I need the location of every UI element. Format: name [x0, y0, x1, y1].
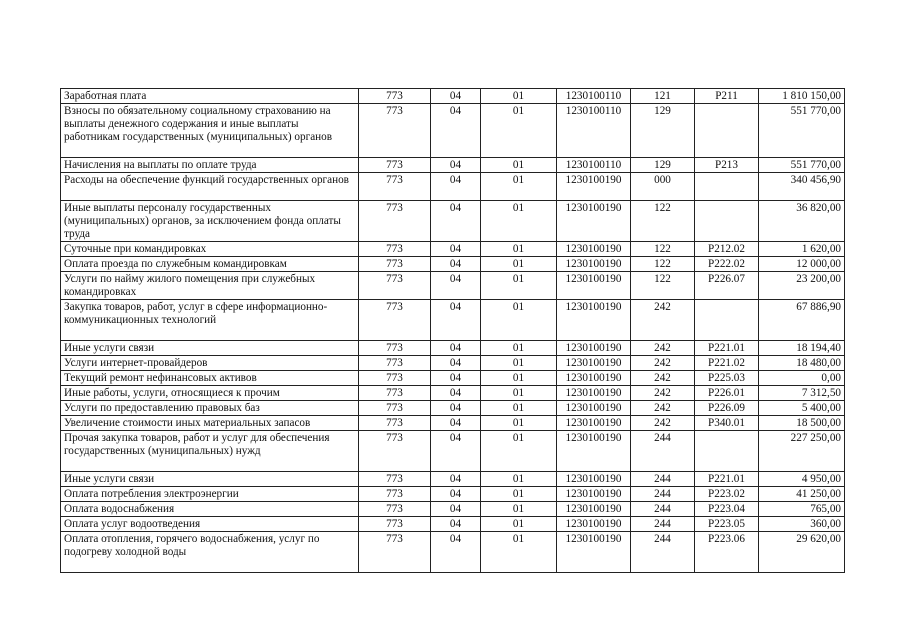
section-code-cell: 04	[431, 416, 481, 431]
kosgu-code-cell: Р223.06	[695, 532, 759, 573]
section-code-cell: 04	[431, 517, 481, 532]
amount-cell: 18 480,00	[759, 356, 845, 371]
subsection-code-cell: 01	[481, 371, 557, 386]
table-row	[61, 502, 845, 517]
dept-code-cell: 773	[359, 356, 431, 371]
subsection-code-cell: 01	[481, 341, 557, 356]
table-row	[61, 517, 845, 532]
subsection-code-cell: 01	[481, 416, 557, 431]
subsection-code-cell: 01	[481, 517, 557, 532]
amount-cell: 23 200,00	[759, 272, 845, 300]
dept-code-cell: 773	[359, 242, 431, 257]
budget-sheet	[60, 88, 844, 582]
target-article-code-cell: 1230100190	[557, 517, 631, 532]
amount-cell: 12 000,00	[759, 257, 845, 272]
subsection-code-cell: 01	[481, 401, 557, 416]
expense-type-code-cell: 244	[631, 502, 695, 517]
expense-type-code-cell: 244	[631, 487, 695, 502]
dept-code-cell: 773	[359, 272, 431, 300]
subsection-code-cell: 01	[481, 201, 557, 242]
expense-type-code-cell: 242	[631, 300, 695, 341]
section-code-cell: 04	[431, 487, 481, 502]
expense-name-cell: Оплата потребления электроэнергии	[61, 487, 359, 502]
expense-name-cell: Услуги интернет-провайдеров	[61, 356, 359, 371]
kosgu-code-cell: Р223.02	[695, 487, 759, 502]
section-code-cell: 04	[431, 472, 481, 487]
expense-name-cell: Иные работы, услуги, относящиеся к прочим	[61, 386, 359, 401]
target-article-code-cell: 1230100190	[557, 371, 631, 386]
section-code-cell: 04	[431, 201, 481, 242]
table-row	[61, 356, 845, 371]
target-article-code-cell: 1230100190	[557, 431, 631, 472]
dept-code-cell: 773	[359, 532, 431, 573]
amount-cell: 67 886,90	[759, 300, 845, 341]
section-code-cell: 04	[431, 272, 481, 300]
table-row	[61, 532, 845, 573]
kosgu-code-cell: Р221.01	[695, 472, 759, 487]
kosgu-code-cell	[695, 201, 759, 242]
target-article-code-cell: 1230100190	[557, 386, 631, 401]
budget-table-body	[61, 89, 845, 573]
expense-name-cell: Оплата услуг водоотведения	[61, 517, 359, 532]
expense-type-code-cell: 129	[631, 158, 695, 173]
amount-cell: 227 250,00	[759, 431, 845, 472]
subsection-code-cell: 01	[481, 257, 557, 272]
dept-code-cell: 773	[359, 257, 431, 272]
amount-cell: 340 456,90	[759, 173, 845, 201]
expense-name-cell: Суточные при командировках	[61, 242, 359, 257]
section-code-cell: 04	[431, 173, 481, 201]
expense-name-cell: Иные услуги связи	[61, 472, 359, 487]
table-row	[61, 158, 845, 173]
target-article-code-cell: 1230100190	[557, 502, 631, 517]
kosgu-code-cell	[695, 431, 759, 472]
table-row	[61, 272, 845, 300]
kosgu-code-cell	[695, 173, 759, 201]
kosgu-code-cell: Р223.04	[695, 502, 759, 517]
table-row	[61, 401, 845, 416]
amount-cell: 1 810 150,00	[759, 89, 845, 104]
expense-type-code-cell: 242	[631, 401, 695, 416]
kosgu-code-cell	[695, 300, 759, 341]
kosgu-code-cell: Р221.02	[695, 356, 759, 371]
subsection-code-cell: 01	[481, 300, 557, 341]
amount-cell: 551 770,00	[759, 104, 845, 158]
table-row	[61, 242, 845, 257]
section-code-cell: 04	[431, 257, 481, 272]
table-row	[61, 201, 845, 242]
expense-name-cell: Оплата отопления, горячего водоснабжения, услуг по подогреву холодной воды	[61, 532, 359, 573]
section-code-cell: 04	[431, 431, 481, 472]
target-article-code-cell: 1230100190	[557, 416, 631, 431]
expense-type-code-cell: 242	[631, 356, 695, 371]
subsection-code-cell: 01	[481, 356, 557, 371]
amount-cell: 1 620,00	[759, 242, 845, 257]
dept-code-cell: 773	[359, 386, 431, 401]
amount-cell: 41 250,00	[759, 487, 845, 502]
subsection-code-cell: 01	[481, 158, 557, 173]
expense-name-cell: Начисления на выплаты по оплате труда	[61, 158, 359, 173]
section-code-cell: 04	[431, 356, 481, 371]
expense-type-code-cell: 244	[631, 431, 695, 472]
target-article-code-cell: 1230100190	[557, 272, 631, 300]
dept-code-cell: 773	[359, 517, 431, 532]
expense-name-cell: Расходы на обеспечение функций государственных органов	[61, 173, 359, 201]
expense-name-cell: Оплата водоснабжения	[61, 502, 359, 517]
target-article-code-cell: 1230100110	[557, 104, 631, 158]
table-row	[61, 431, 845, 472]
dept-code-cell: 773	[359, 173, 431, 201]
expense-type-code-cell: 242	[631, 341, 695, 356]
dept-code-cell: 773	[359, 201, 431, 242]
table-row	[61, 416, 845, 431]
expense-type-code-cell: 244	[631, 532, 695, 573]
target-article-code-cell: 1230100190	[557, 532, 631, 573]
dept-code-cell: 773	[359, 472, 431, 487]
expense-name-cell: Увеличение стоимости иных материальных запасов	[61, 416, 359, 431]
expense-type-code-cell: 129	[631, 104, 695, 158]
subsection-code-cell: 01	[481, 487, 557, 502]
subsection-code-cell: 01	[481, 272, 557, 300]
amount-cell: 4 950,00	[759, 472, 845, 487]
expense-name-cell: Прочая закупка товаров, работ и услуг для обеспечения государственных (муниципальных) нужд	[61, 431, 359, 472]
table-row	[61, 300, 845, 341]
kosgu-code-cell: Р226.09	[695, 401, 759, 416]
kosgu-code-cell: Р221.01	[695, 341, 759, 356]
subsection-code-cell: 01	[481, 532, 557, 573]
section-code-cell: 04	[431, 532, 481, 573]
expense-name-cell: Иные выплаты персоналу государственных (муниципальных) органов, за исключением фонда оплаты труда	[61, 201, 359, 242]
table-row	[61, 341, 845, 356]
section-code-cell: 04	[431, 341, 481, 356]
expense-name-cell: Заработная плата	[61, 89, 359, 104]
expense-name-cell: Текущий ремонт нефинансовых активов	[61, 371, 359, 386]
dept-code-cell: 773	[359, 89, 431, 104]
section-code-cell: 04	[431, 104, 481, 158]
table-row	[61, 487, 845, 502]
amount-cell: 18 194,40	[759, 341, 845, 356]
amount-cell: 36 820,00	[759, 201, 845, 242]
subsection-code-cell: 01	[481, 472, 557, 487]
target-article-code-cell: 1230100190	[557, 173, 631, 201]
expense-type-code-cell: 242	[631, 386, 695, 401]
expense-name-cell: Закупка товаров, работ, услуг в сфере информационно-коммуникационных технологий	[61, 300, 359, 341]
expense-type-code-cell: 122	[631, 201, 695, 242]
kosgu-code-cell: Р226.07	[695, 272, 759, 300]
subsection-code-cell: 01	[481, 431, 557, 472]
expense-name-cell: Услуги по найму жилого помещения при служебных командировках	[61, 272, 359, 300]
section-code-cell: 04	[431, 158, 481, 173]
target-article-code-cell: 1230100190	[557, 356, 631, 371]
amount-cell: 7 312,50	[759, 386, 845, 401]
dept-code-cell: 773	[359, 487, 431, 502]
dept-code-cell: 773	[359, 416, 431, 431]
target-article-code-cell: 1230100110	[557, 158, 631, 173]
target-article-code-cell: 1230100190	[557, 341, 631, 356]
expense-type-code-cell: 000	[631, 173, 695, 201]
expense-type-code-cell: 122	[631, 272, 695, 300]
table-row	[61, 472, 845, 487]
table-row	[61, 371, 845, 386]
kosgu-code-cell: Р222.02	[695, 257, 759, 272]
expense-name-cell: Оплата проезда по служебным командировкам	[61, 257, 359, 272]
amount-cell: 0,00	[759, 371, 845, 386]
kosgu-code-cell: Р340.01	[695, 416, 759, 431]
target-article-code-cell: 1230100190	[557, 300, 631, 341]
expense-name-cell: Иные услуги связи	[61, 341, 359, 356]
dept-code-cell: 773	[359, 104, 431, 158]
dept-code-cell: 773	[359, 371, 431, 386]
table-row	[61, 173, 845, 201]
expense-type-code-cell: 122	[631, 242, 695, 257]
target-article-code-cell: 1230100190	[557, 242, 631, 257]
expense-type-code-cell: 122	[631, 257, 695, 272]
target-article-code-cell: 1230100190	[557, 201, 631, 242]
dept-code-cell: 773	[359, 502, 431, 517]
table-row	[61, 386, 845, 401]
amount-cell: 551 770,00	[759, 158, 845, 173]
subsection-code-cell: 01	[481, 173, 557, 201]
section-code-cell: 04	[431, 502, 481, 517]
amount-cell: 5 400,00	[759, 401, 845, 416]
section-code-cell: 04	[431, 242, 481, 257]
expense-name-cell: Взносы по обязательному социальному страхованию на выплаты денежного содержания и иные выплаты работникам государственных (муниципальных) органов	[61, 104, 359, 158]
target-article-code-cell: 1230100190	[557, 487, 631, 502]
dept-code-cell: 773	[359, 341, 431, 356]
dept-code-cell: 773	[359, 300, 431, 341]
subsection-code-cell: 01	[481, 89, 557, 104]
amount-cell: 765,00	[759, 502, 845, 517]
kosgu-code-cell: Р226.01	[695, 386, 759, 401]
expense-type-code-cell: 121	[631, 89, 695, 104]
section-code-cell: 04	[431, 386, 481, 401]
section-code-cell: 04	[431, 401, 481, 416]
target-article-code-cell: 1230100190	[557, 401, 631, 416]
kosgu-code-cell: Р223.05	[695, 517, 759, 532]
amount-cell: 18 500,00	[759, 416, 845, 431]
kosgu-code-cell: Р213	[695, 158, 759, 173]
section-code-cell: 04	[431, 300, 481, 341]
expense-type-code-cell: 244	[631, 517, 695, 532]
dept-code-cell: 773	[359, 401, 431, 416]
subsection-code-cell: 01	[481, 502, 557, 517]
table-row	[61, 89, 845, 104]
section-code-cell: 04	[431, 371, 481, 386]
target-article-code-cell: 1230100190	[557, 472, 631, 487]
table-row	[61, 257, 845, 272]
target-article-code-cell: 1230100190	[557, 257, 631, 272]
expense-type-code-cell: 244	[631, 472, 695, 487]
subsection-code-cell: 01	[481, 242, 557, 257]
kosgu-code-cell	[695, 104, 759, 158]
kosgu-code-cell: Р212.02	[695, 242, 759, 257]
subsection-code-cell: 01	[481, 104, 557, 158]
section-code-cell: 04	[431, 89, 481, 104]
target-article-code-cell: 1230100110	[557, 89, 631, 104]
dept-code-cell: 773	[359, 431, 431, 472]
expense-type-code-cell: 242	[631, 416, 695, 431]
table-row	[61, 104, 845, 158]
budget-table	[60, 88, 845, 573]
amount-cell: 29 620,00	[759, 532, 845, 573]
kosgu-code-cell: Р211	[695, 89, 759, 104]
amount-cell: 360,00	[759, 517, 845, 532]
dept-code-cell: 773	[359, 158, 431, 173]
kosgu-code-cell: Р225.03	[695, 371, 759, 386]
expense-name-cell: Услуги по предоставлению правовых баз	[61, 401, 359, 416]
subsection-code-cell: 01	[481, 386, 557, 401]
expense-type-code-cell: 242	[631, 371, 695, 386]
